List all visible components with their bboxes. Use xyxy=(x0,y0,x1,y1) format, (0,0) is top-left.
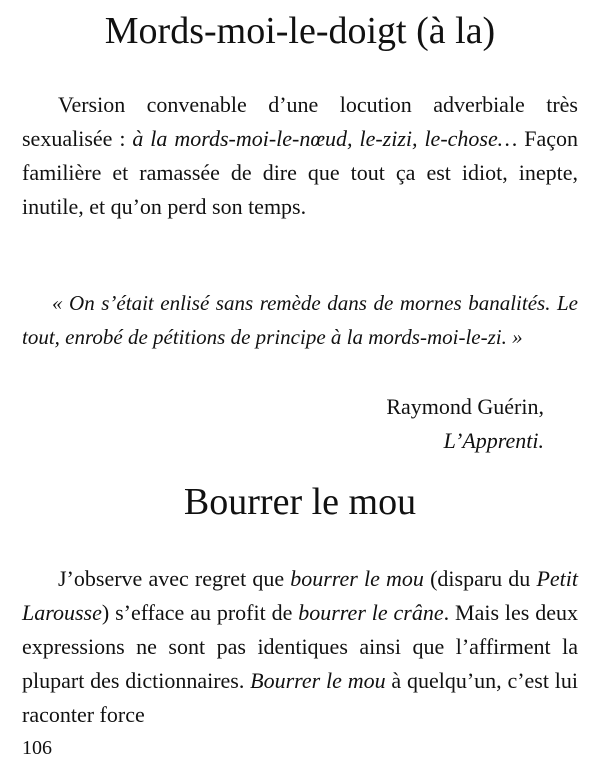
body-italic-4: Bourrer le mou xyxy=(250,668,386,693)
definition-italic-1: à la mords-moi-le-nœud, le-zizi, le-chose… xyxy=(132,126,518,151)
body-italic-2: Petit Larousse xyxy=(22,566,578,625)
entry-quote: « On s’était enlisé sans remède dans de mornes banalités. Le tout, enrobé de pétitions de principe à la mords-moi-le-zi. » xyxy=(22,291,578,349)
entry-definition-mords-moi-le-doigt xyxy=(22,88,578,224)
quote-attribution xyxy=(386,390,544,458)
definition-text-1: Version convenable d’une locution adverbiale très sexualisée : xyxy=(22,92,578,151)
entry-title-bourrer-le-mou: Bourrer le mou xyxy=(183,481,417,523)
definition-text-2: Façon familière et ramassée de dire que tout ça est idiot, inepte, inutile, et qu’on perd son temps. xyxy=(22,126,578,219)
body-text-1: J’observe avec regret que xyxy=(58,566,291,591)
body-text-2: (disparu du xyxy=(423,566,537,591)
entry-body-bourrer-le-mou xyxy=(22,562,578,732)
body-text-4: . Mais les deux expressions ne sont pas identiques ainsi que l’affirment la plupart des dictionnaires. xyxy=(22,600,579,693)
body-text-5: à quelqu’un, c’est lui raconter force xyxy=(22,668,578,727)
body-italic-3: bourrer le crâne xyxy=(298,600,444,625)
page-number: 106 xyxy=(22,737,52,759)
body-text-3: ) s’efface au profit de xyxy=(101,600,299,625)
body-italic-1: bourrer le mou xyxy=(290,566,424,591)
attribution-author: Raymond Guérin, xyxy=(386,394,544,419)
attribution-work: L’Apprenti. xyxy=(443,428,544,453)
entry-title-mords-moi-le-doigt: Mords-moi-le-doigt (à la) xyxy=(104,10,496,52)
